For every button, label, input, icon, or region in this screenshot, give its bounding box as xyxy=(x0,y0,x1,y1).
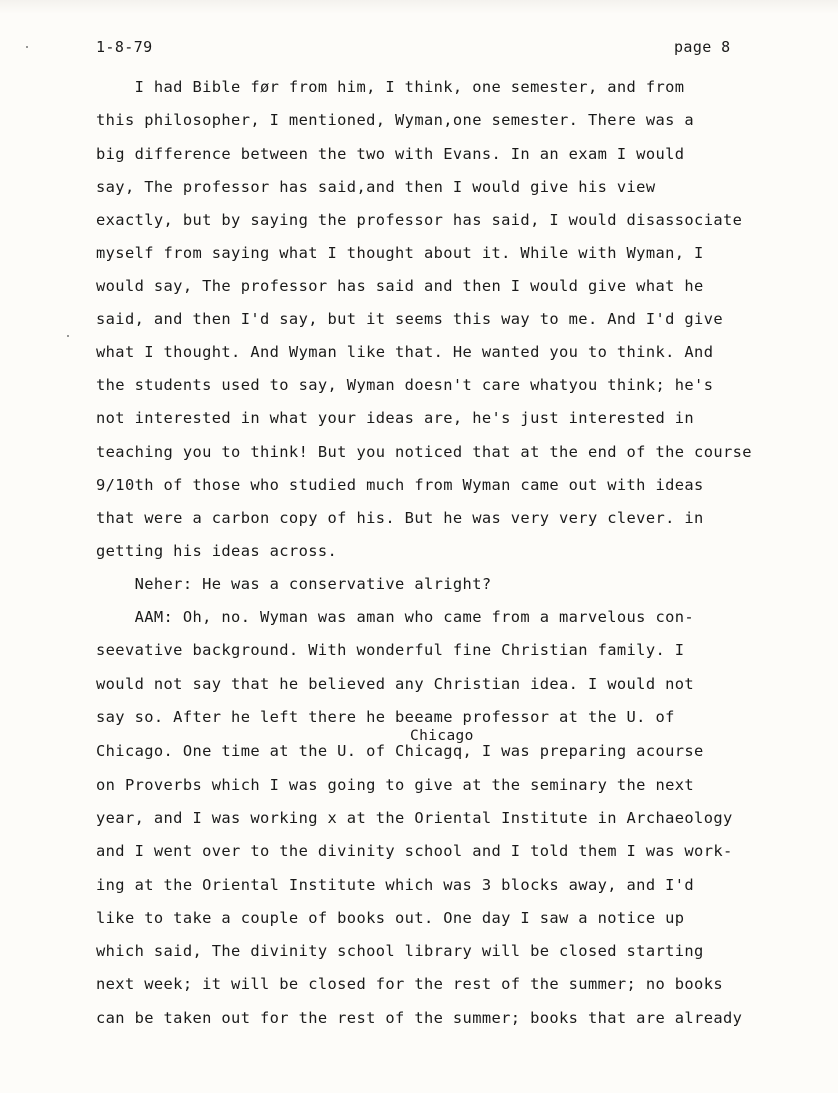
text-line: would not say that he believed any Christian idea. I would not xyxy=(96,675,695,693)
text-line: year, and I was working x at the Oriental Institute in Archaeology xyxy=(96,809,733,827)
text-line: can be taken out for the rest of the summer; books that are already xyxy=(96,1009,743,1027)
paper-speck xyxy=(26,46,28,48)
text-line: getting his ideas across. xyxy=(96,542,338,560)
paper-speck xyxy=(67,335,69,337)
text-line: this philosopher, I mentioned, Wyman,one semester. There was a xyxy=(96,111,695,129)
text-line: next week; it will be closed for the rest of the summer; no books xyxy=(96,975,723,993)
text-line: 9/10th of those who studied much from Wyman came out with ideas xyxy=(96,476,704,494)
text-line: would say, The professor has said and then I would give what he xyxy=(96,277,704,295)
text-line: Neher: He was a conservative alright? xyxy=(96,575,492,593)
text-line: say so. After he left there he beeame professor at the U. of xyxy=(96,708,675,726)
page-number: page 8 xyxy=(674,38,731,56)
text-line: not interested in what your ideas are, he's just interested in xyxy=(96,409,695,427)
text-line: I had Bible før from him, I think, one semester, and from xyxy=(96,78,685,96)
text-line: said, and then I'd say, but it seems this way to me. And I'd give xyxy=(96,310,723,328)
text-line: AAM: Oh, no. Wyman was aman who came from a marvelous con- xyxy=(96,608,695,626)
text-line: what I thought. And Wyman like that. He wanted you to think. And xyxy=(96,343,714,361)
text-line: that were a carbon copy of his. But he was very very clever. in xyxy=(96,509,704,527)
text-line: Chicago. One time at the U. of Chicagq, I was preparing acourse xyxy=(96,742,704,760)
page-date: 1-8-79 xyxy=(96,38,153,56)
text-line: teaching you to think! But you noticed that at the end of the course xyxy=(96,443,752,461)
text-line: seevative background. With wonderful fine Christian family. I xyxy=(96,641,685,659)
text-line: ing at the Oriental Institute which was 3 blocks away, and I'd xyxy=(96,876,695,894)
text-line: and I went over to the divinity school and I told them I was work- xyxy=(96,842,733,860)
text-line: the students used to say, Wyman doesn't care whatyou think; he's xyxy=(96,376,714,394)
text-line: like to take a couple of books out. One day I saw a notice up xyxy=(96,909,685,927)
text-line: which said, The divinity school library will be closed starting xyxy=(96,942,704,960)
text-line: exactly, but by saying the professor has said, I would disassociate xyxy=(96,211,743,229)
text-line: on Proverbs which I was going to give at the seminary the next xyxy=(96,776,695,794)
text-line: myself from saying what I thought about it. While with Wyman, I xyxy=(96,244,704,262)
interlinear-insertion: Chicago xyxy=(410,728,474,744)
text-line: say, The professor has said,and then I would give his view xyxy=(96,178,656,196)
text-line: big difference between the two with Evans. In an exam I would xyxy=(96,145,685,163)
